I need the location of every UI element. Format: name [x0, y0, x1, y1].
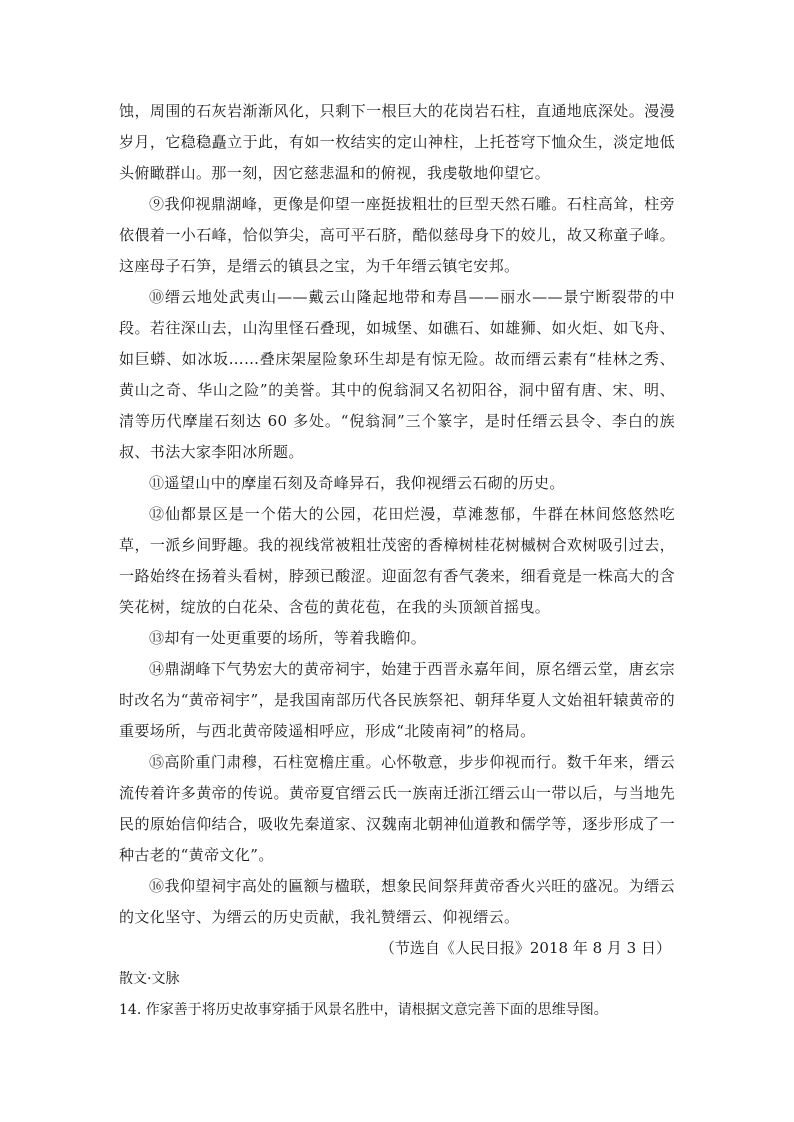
- paragraph-12: ⑫仙都景区是一个偌大的公园，花田烂漫，草滩葱郁，牛群在林间悠悠然吃草，一派乡间野趣。我的视线常被粗壮茂密的香樟树桂花树槭树合欢树吸引过去，一路始终在扬着头看树，脖颈已酸涩。迎面忽有香气袭来，细看竟是一株高大的含笑花树，绽放的白花朵、含苞的黄花苞，在我的头顶颔首摇曳。: [119, 505, 675, 616]
- paragraph-9: ⑨我仰视鼎湖峰，更像是仰望一座挺拔粗壮的巨型天然石雕。石柱高耸，柱旁依偎着一小石峰，恰似笋尖，高可平石脐，酷似慈母身下的姣儿，故又称童子峰。这座母子石笋，是缙云的镇县之宝，为千年缙云镇宅安邦。: [119, 195, 675, 275]
- paragraph-13: ⑬却有一处更重要的场所，等着我瞻仰。: [149, 629, 427, 647]
- paragraph-15: ⑮高阶重门肃穆，石柱宽檐庄重。心怀敬意，步步仰视而行。数千年来，缙云流传着许多黄帝的传说。黄帝夏官缙云氏一族南迁浙江缙云山一带以后，与当地先民的原始信仰结合，吸收先秦道家、汉魏南北朝神仙道教和儒学等，逐步形成了一种古老的“黄帝文化”。: [119, 753, 675, 864]
- source-citation: （节选自《人民日报》2018 年 8 月 3 日）: [379, 939, 671, 957]
- paragraph-10: ⑩缙云地处武夷山——戴云山隆起地带和寿昌——丽水——景宁断裂带的中段。若往深山去，山沟里怪石叠现，如城堡、如礁石、如雄狮、如火炬、如飞舟、如巨蟒、如冰坂……叠床架屋险象环生却是有惊无险。故而缙云素有“桂林之秀、黄山之奇、华山之险”的美誉。其中的倪翁洞又名初阳谷，洞中留有唐、宋、明、清等历代摩崖石刻达 60 多处。“倪翁洞”三个篆字，是时任缙云县令、李白的族叔、书法大家李阳冰所题。: [119, 288, 675, 461]
- section-title: 散文·文脉: [119, 971, 180, 987]
- paragraph-8-continued: 蚀，周围的石灰岩渐渐风化，只剩下一根巨大的花岗岩石柱，直通地底深处。漫漫岁月，它稳稳矗立于此，有如一枚结实的定山神柱，上托苍穹下恤众生，淡定地低头俯瞰群山。那一刻，因它慈悲温和的俯视，我虔敬地仰望它。: [119, 102, 675, 182]
- paragraph-11: ⑪遥望山中的摩崖石刻及奇峰异石，我仰视缙云石砌的历史。: [149, 474, 565, 492]
- paragraph-16: ⑯我仰望祠宇高处的匾额与楹联，想象民间祭拜黄帝香火兴旺的盛况。为缙云的文化坚守、为缙云的历史贡献，我礼赞缙云、仰视缙云。: [119, 877, 675, 926]
- article-body: [119, 96, 675, 1026]
- question-14: 14. 作家善于将历史故事穿插于风景名胜中，请根据文意完善下面的思维导图。: [119, 1002, 608, 1018]
- paragraph-14: ⑭鼎湖峰下气势宏大的黄帝祠宇，始建于西晋永嘉年间，原名缙云堂，唐玄宗时改名为“黄帝祠宇”，是我国南部历代各民族祭祀、朝拜华夏人文始祖轩辕黄帝的重要场所，与西北黄帝陵遥相呼应，形成“北陵南祠”的格局。: [119, 660, 675, 740]
